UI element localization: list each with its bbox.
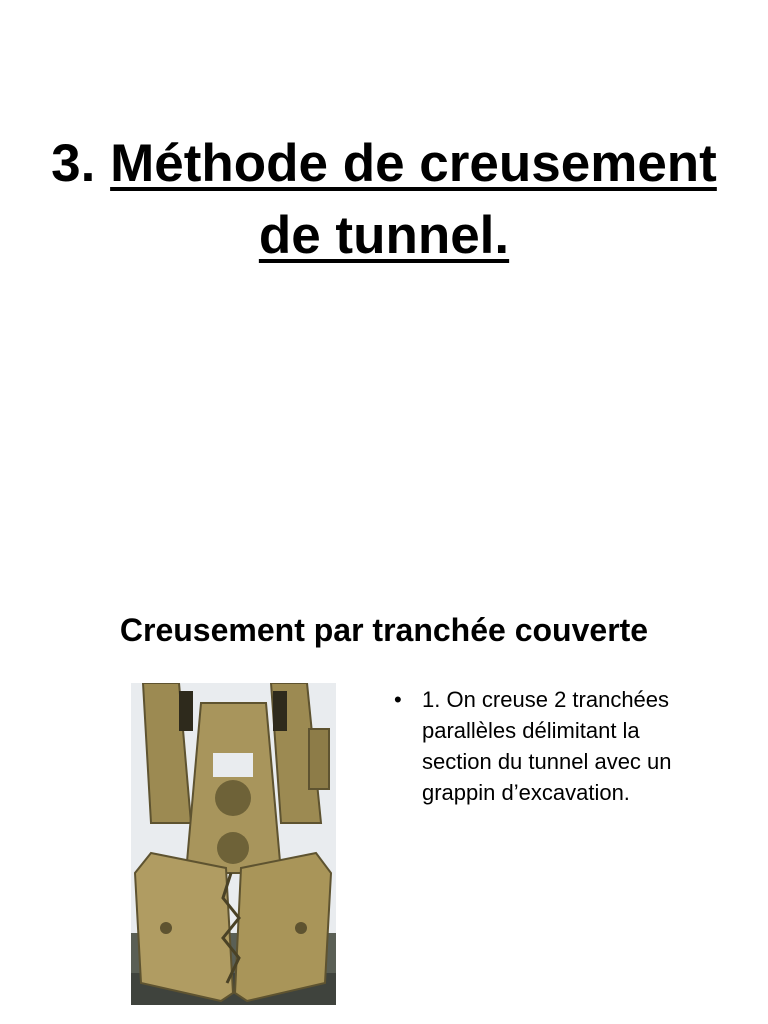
bullet-list bbox=[392, 684, 692, 808]
bullet-glyph: • bbox=[394, 687, 402, 712]
list-item bbox=[392, 684, 692, 808]
bullet-text: 1. On creuse 2 tranchées parallèles délimitant la section du tunnel avec un grappin d’excavation. bbox=[422, 687, 672, 805]
grab-illustration bbox=[131, 683, 336, 1005]
section-subtitle: Creusement par tranchée couverte bbox=[119, 612, 649, 648]
excavation-grab-photo bbox=[131, 683, 336, 1005]
title-number: 3. bbox=[51, 134, 96, 193]
title-text: Méthode de creusement de tunnel. bbox=[110, 134, 717, 265]
slide-title bbox=[40, 128, 728, 272]
